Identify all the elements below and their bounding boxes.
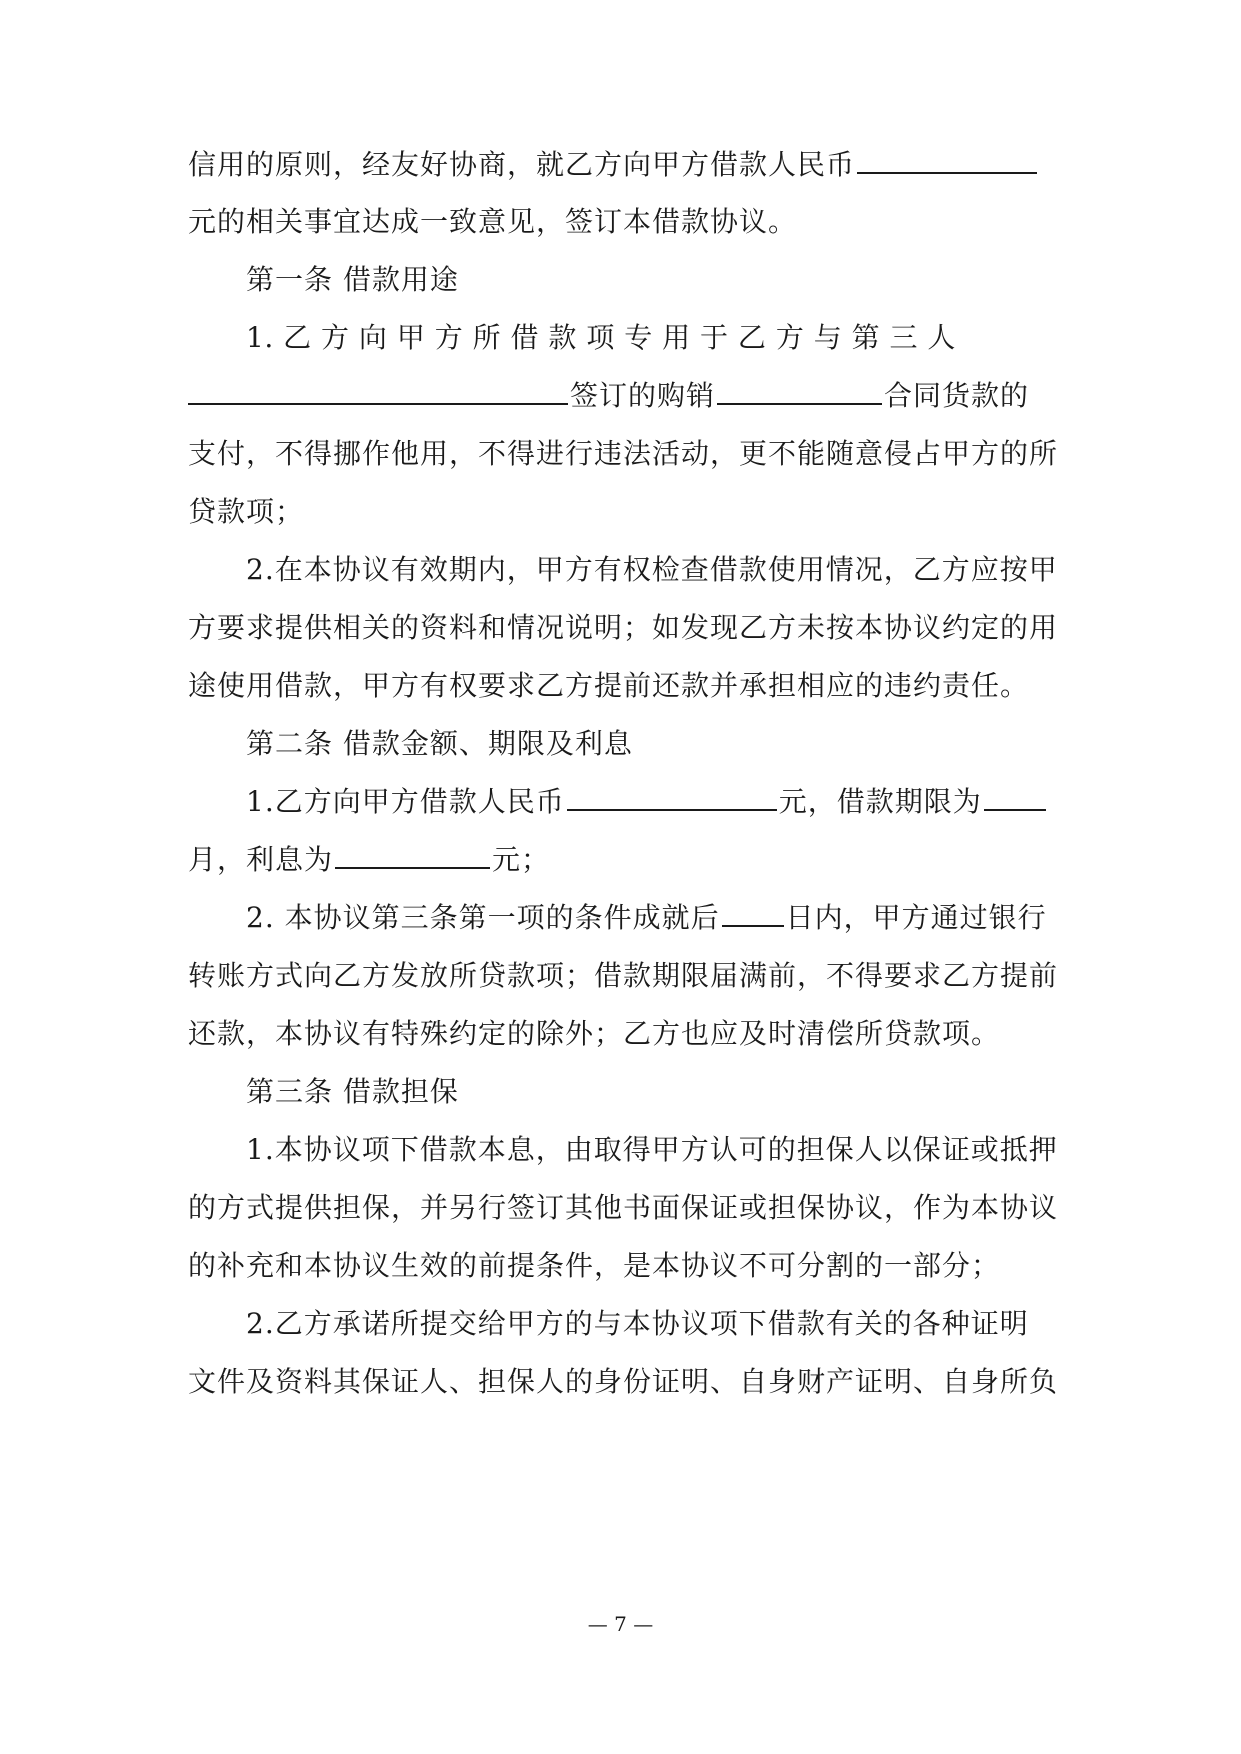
paragraph-line	[188, 1009, 1054, 1059]
paragraph-line	[188, 661, 1054, 711]
page-number: — 7 —	[587, 1612, 654, 1636]
paragraph-line	[188, 603, 1059, 653]
line-text: 的补充和本协议生效的前提条件，是本协议不可分割的一部分；	[188, 1249, 1001, 1282]
line-text: 元，借款期限为	[778, 785, 982, 818]
fill-in-blank[interactable]	[984, 777, 1046, 811]
fill-in-blank[interactable]	[335, 835, 490, 869]
paragraph-line	[246, 313, 1054, 363]
line-text: 2.乙方承诺所提交给甲方的与本协议项下借款有关的各种证明	[246, 1307, 1029, 1340]
line-text: 月，利息为	[188, 843, 334, 876]
paragraph-line	[188, 1241, 1054, 1291]
paragraph-line	[246, 777, 1054, 827]
line-text: 2. 本协议第三条第一项的条件成就后	[246, 901, 720, 934]
paragraph-line	[188, 197, 1054, 247]
fill-in-blank[interactable]	[717, 371, 882, 405]
line-text: 1.乙方向甲方借款人民币	[246, 785, 565, 818]
line-text: 的方式提供担保，并另行签订其他书面保证或担保协议，作为本协议	[188, 1191, 1059, 1224]
line-text: 还款，本协议有特殊约定的除外；乙方也应及时清偿所贷款项。	[188, 1017, 1001, 1050]
fill-in-blank[interactable]	[857, 140, 1037, 174]
paragraph-line	[188, 1183, 1059, 1233]
paragraph-line	[188, 371, 1054, 421]
article-heading	[246, 1067, 1054, 1117]
line-text: 元；	[492, 843, 551, 876]
line-text: 签订的购销	[570, 379, 716, 412]
line-text: 2.在本协议有效期内，甲方有权检查借款使用情况，乙方应按甲	[246, 553, 1058, 586]
line-text: 转账方式向乙方发放所贷款项；借款期限届满前，不得要求乙方提前	[188, 959, 1059, 992]
paragraph-line	[246, 893, 1054, 943]
line-text: 信用的原则，经友好协商，就乙方向甲方借款人民币	[188, 148, 856, 181]
heading-text: 第一条 借款用途	[246, 263, 459, 296]
paragraph-line	[246, 1299, 1054, 1349]
paragraph-line	[188, 835, 1054, 885]
line-text: 支付，不得挪作他用，不得进行违法活动，更不能随意侵占甲方的所	[188, 437, 1059, 470]
paragraph-line	[188, 140, 1054, 190]
heading-text: 第二条 借款金额、期限及利息	[246, 727, 633, 760]
paragraph-line	[188, 1357, 1059, 1407]
article-heading	[246, 719, 1054, 769]
line-text: 贷款项；	[188, 495, 305, 528]
paragraph-line	[246, 1125, 1058, 1175]
fill-in-blank[interactable]	[722, 893, 784, 927]
line-text: 方要求提供相关的资料和情况说明；如发现乙方未按本协议约定的用	[188, 611, 1059, 644]
line-text: 合同货款的	[884, 379, 1030, 412]
paragraph-line	[188, 951, 1059, 1001]
heading-text: 第三条 借款担保	[246, 1075, 459, 1108]
fill-in-blank[interactable]	[188, 371, 568, 405]
line-text: 文件及资料其保证人、担保人的身份证明、自身财产证明、自身所负	[188, 1365, 1059, 1398]
paragraph-line	[246, 545, 1058, 595]
paragraph-line	[188, 429, 1059, 479]
fill-in-blank[interactable]	[567, 777, 777, 811]
paragraph-line	[188, 487, 1054, 537]
line-text: 1.本协议项下借款本息，由取得甲方认可的担保人以保证或抵押	[246, 1133, 1058, 1166]
line-text: 日内，甲方通过银行	[785, 901, 1047, 934]
line-text: 途使用借款，甲方有权要求乙方提前还款并承担相应的违约责任。	[188, 669, 1030, 702]
article-heading	[246, 255, 1054, 305]
line-text: 元的相关事宜达成一致意见，签订本借款协议。	[188, 205, 798, 238]
line-text: 1. 乙 方 向 甲 方 所 借 款 项 专 用 于 乙 方 与 第 三 人	[246, 321, 956, 354]
